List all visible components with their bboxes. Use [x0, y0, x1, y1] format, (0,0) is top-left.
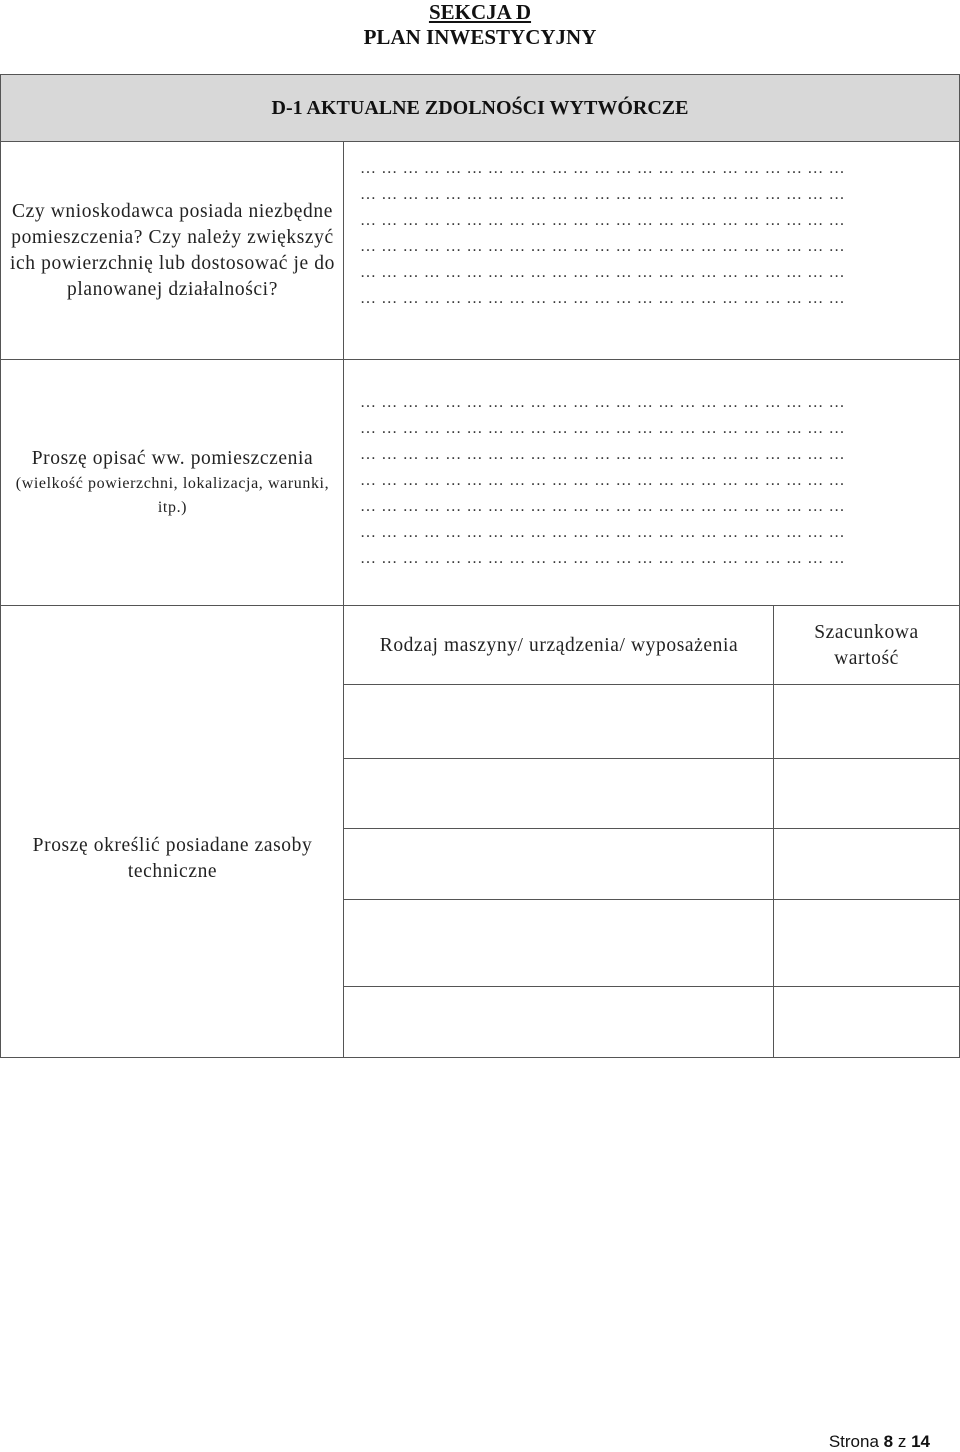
answer-premises-field[interactable]	[343, 141, 960, 361]
column-header-machine: Rodzaj maszyny/ urządzenia/ wyposażenia	[343, 605, 775, 686]
question-describe-label	[0, 359, 345, 607]
dotted-line: ……………………………………………………………	[360, 498, 850, 515]
machine-input-cell[interactable]	[343, 758, 775, 830]
value-input-cell[interactable]	[773, 899, 960, 988]
column-header-value: Szacunkowa wartość	[773, 605, 960, 686]
plan-title: PLAN INWESTYCYJNY	[363, 25, 597, 49]
total-pages: 14	[911, 1432, 930, 1451]
dotted-line: ……………………………………………………………	[360, 264, 850, 281]
page-prefix: Strona	[828, 1432, 879, 1451]
value-input-cell[interactable]	[773, 828, 960, 901]
dotted-line: ……………………………………………………………	[360, 290, 850, 307]
form-table	[0, 74, 960, 1058]
dotted-line: ……………………………………………………………	[360, 446, 850, 463]
question-resources-label	[0, 605, 345, 1058]
question-premises-text: Czy wnioskodawca posiada niezbędne pomieszczenia? Czy należy zwiększyć ich powierzchnię lub dostosować je do planowanej działalności?	[10, 201, 335, 300]
dotted-line: ……………………………………………………………	[360, 160, 850, 177]
dotted-line: ……………………………………………………………	[360, 238, 850, 255]
table-section-heading: D-1 AKTUALNE ZDOLNOŚCI WYTWÓRCZE	[0, 74, 960, 142]
current-page: 8	[883, 1432, 894, 1451]
machine-input-cell[interactable]	[343, 986, 775, 1058]
machine-input-cell[interactable]	[343, 899, 775, 988]
dotted-line: ……………………………………………………………	[360, 524, 850, 541]
machine-input-cell[interactable]	[343, 684, 775, 760]
answer-describe-field[interactable]	[343, 359, 960, 607]
dotted-line: ……………………………………………………………	[360, 212, 850, 229]
question-resources-text: Proszę określić posiadane zasoby techniczne	[32, 834, 313, 882]
page-header	[0, 0, 960, 50]
value-input-cell[interactable]	[773, 684, 960, 760]
question-describe-note: (wielkość powierzchni, lokalizacja, warunki, itp.)	[15, 475, 330, 516]
dotted-line: ……………………………………………………………	[360, 420, 850, 437]
dotted-line: ……………………………………………………………	[360, 550, 850, 567]
dotted-line: ……………………………………………………………	[360, 186, 850, 203]
dotted-line: ……………………………………………………………	[360, 472, 850, 489]
value-input-cell[interactable]	[773, 758, 960, 830]
question-premises-label	[0, 141, 345, 361]
section-title: SEKCJA D	[428, 0, 532, 24]
value-input-cell[interactable]	[773, 986, 960, 1058]
page-separator: z	[897, 1432, 907, 1451]
dotted-line: ……………………………………………………………	[360, 394, 850, 411]
machine-input-cell[interactable]	[343, 828, 775, 901]
question-describe-text: Proszę opisać ww. pomieszczenia	[31, 448, 314, 469]
page-number	[829, 1432, 930, 1452]
